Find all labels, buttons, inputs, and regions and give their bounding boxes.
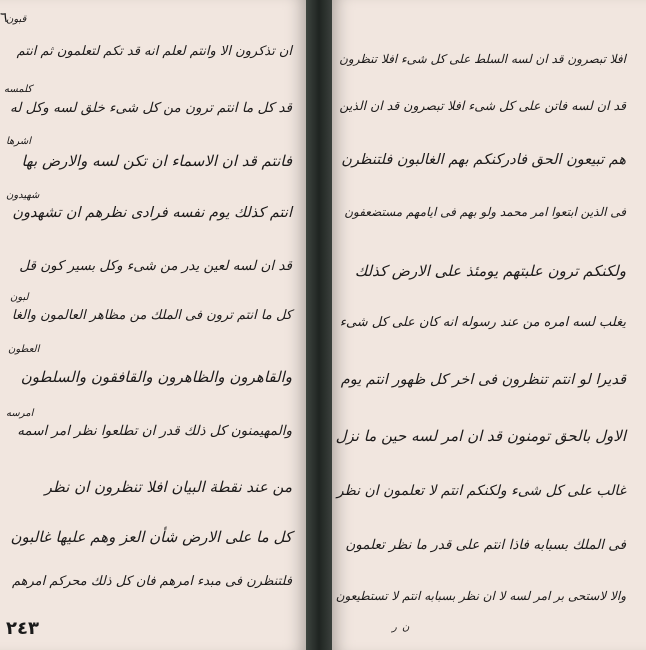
margin-note: العطون	[8, 344, 40, 355]
margin-note: اشرها	[6, 136, 31, 147]
corner-mark: ٦	[0, 10, 8, 26]
margin-note: شهيدون	[6, 190, 40, 201]
right-line-4: فی الذين ابتعوا امر محمد ولو بهم فی ايامهم مستضعفون	[344, 205, 626, 219]
right-line-7: قديرا لو انتم تنظرون فی اخر كل ظهور انتم يوم	[340, 372, 626, 388]
margin-note: ر	[392, 622, 397, 633]
right-line-1: افلا تبصرون قد ان لسه السلط علی كل شیء افلا تنظرون	[339, 52, 626, 66]
left-line-1: ان تذكرون الا وانتم لعلم انه قد تكم لتعلمون ثم انتم	[16, 44, 292, 59]
margin-note: امرسه	[6, 408, 34, 419]
right-line-3: هم تبيعون الحق فادركنكم بهم الغالبون فلتنظرن	[341, 152, 626, 168]
right-line-6: يغلب لسه امره من عند رسوله انه كان علی كل شیء	[339, 315, 626, 330]
left-line-2: قد كل ما انتم ترون من كل شیء خلق لسه وكل له	[9, 100, 292, 116]
page-number: ٢٤٣	[6, 618, 39, 639]
left-line-7: والقاهرون والظاهرون والقافقون والسلطون	[20, 368, 292, 386]
margin-note: كلمسه	[4, 84, 33, 95]
margin-note: ن	[402, 622, 410, 633]
left-line-3: فانتم قد ان الاسماء ان تكن لسه والارض بها	[21, 152, 292, 170]
left-page	[0, 0, 306, 650]
left-line-5: قد ان لسه لعين يدر من شیء وكل بسير كون قل	[19, 258, 292, 274]
right-line-5: ولكنكم ترون علبتهم يومئذ علی الارض كذلك	[354, 262, 626, 280]
margin-note: قبون	[6, 14, 27, 25]
left-line-6: كل ما انتم ترون فی الملك من مظاهر العالمون والغا	[11, 308, 292, 323]
book-gutter	[306, 0, 332, 650]
right-line-8: الاول بالحق تومنون قد ان امر لسه حين ما نزل	[335, 427, 626, 445]
left-line-4: انتم كذلك يوم نفسه فرادی نظرهم ان تشهدون	[12, 205, 292, 221]
right-page	[332, 0, 646, 650]
left-line-11: فلتنظرن فی مبدء امرهم فان كل ذلك محركم امرهم	[11, 574, 292, 589]
margin-note: لبون	[10, 292, 29, 303]
right-line-10: فی الملك بسبابه فاذا انتم علی قدر ما نظر تعلمون	[345, 537, 626, 553]
right-line-9: غالب علی كل شیء ولكنكم انتم لا تعلمون ان نظر	[336, 483, 626, 499]
left-line-8: والمهيمنون كل ذلك قدر ان تطلعوا نظر امر اسمه	[17, 423, 292, 439]
left-line-9: من عند نقطة البيان افلا تنظرون ان نظر	[44, 478, 292, 496]
right-line-11: والا لاستحی بر امر لسه لا ان نظر بسبابه انتم لا تستطيعون	[335, 589, 626, 603]
left-line-10: كل ما علی الارض شأن العز وهم عليها غالبون	[10, 528, 292, 546]
right-line-2: قد ان لسه فاتن علی كل شیء افلا تبصرون قد ان الذين	[339, 98, 626, 113]
